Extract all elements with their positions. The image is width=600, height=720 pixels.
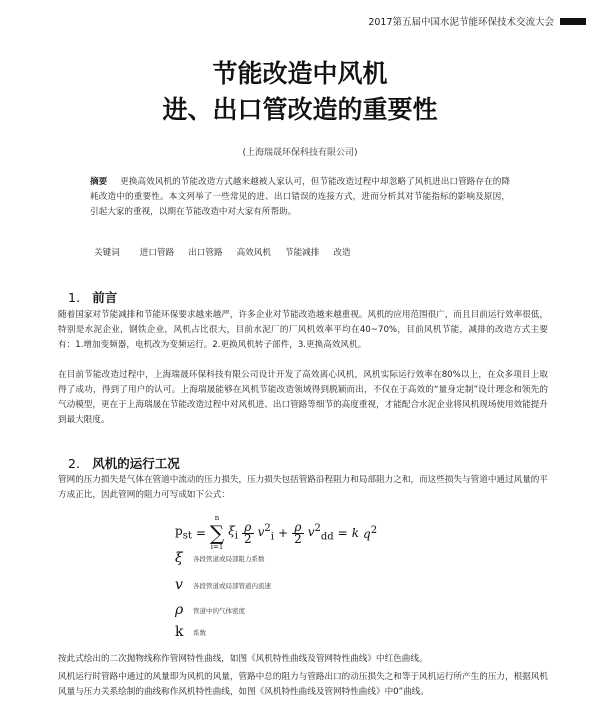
paragraph: 按此式绘出的二次抛物线称作管网特性曲线，如图《风机特性曲线及管网特性曲线》中红色曲线。 (58, 654, 428, 664)
v-sup: 2 (264, 523, 271, 535)
symbol-description: 管道中的气体密度 (193, 606, 245, 615)
symbol: v (175, 577, 183, 593)
organization: (上海瑞晟环保科技有限公司) (242, 148, 358, 158)
paper-title-line2: 进、出口管改造的重要性 (162, 95, 438, 124)
abstract-text: 更换高效风机的节能改造方式越来越被人家认可，但节能改造过程中却忽略了风机进出口管路存在的降耗改造中的重要性。本文列举了一些常见的进、出口错误的连接方式，进而分析其对节能指标的影响及原因，引起大家的重视，以期在节能改造中对大家有所帮助。 (90, 177, 510, 217)
xi-symbol: ξ (228, 524, 235, 539)
paragraph: 风机运行时管路中通过的风量即为风机的风量，管路中总的阻力与管路出口的动压损失之和等于风机运行所产生的压力，根据风机风量与压力关系绘制的曲线称作风机特性曲线，如图《风机特性曲线及管网特性曲线》中0”曲线。 (58, 672, 548, 697)
header-bar-decoration (560, 18, 586, 25)
q-symbol: q (363, 527, 371, 541)
k-symbol: k (351, 526, 360, 540)
rho-symbol: ρ (244, 519, 252, 534)
symbol-definition (175, 602, 245, 618)
formula-plus: + (278, 526, 289, 540)
formula-equals: = (337, 526, 348, 540)
v-sub: i (270, 531, 274, 543)
denominator: 2 (294, 531, 302, 546)
symbol: ξ (175, 550, 183, 566)
symbol-definition (175, 577, 271, 593)
sum-bottom: i=1 (210, 543, 224, 551)
keyword: 改造 (333, 248, 351, 258)
sum-symbol: ∑ (209, 521, 225, 545)
v-sup: 2 (314, 523, 321, 535)
symbol-definition (175, 624, 206, 640)
running-header (368, 14, 586, 28)
symbol-description: 各段管道或局部管道内流速 (193, 581, 271, 590)
denominator: 2 (244, 531, 252, 546)
rho-symbol: ρ (294, 519, 302, 534)
formula-equals: = (195, 526, 206, 540)
section-title: 前言 (92, 290, 118, 305)
symbol-definition (175, 550, 265, 566)
symbol-description: 系数 (193, 628, 206, 637)
keyword: 进口管路 (139, 248, 175, 258)
q-sup: 2 (370, 525, 378, 536)
symbol: ρ (175, 602, 184, 618)
keywords (94, 246, 514, 258)
keyword: 节能减排 (284, 248, 320, 258)
section-number: 1. (68, 290, 80, 305)
v-symbol: v (257, 525, 265, 540)
paper-title-line1: 节能改造中风机 (212, 59, 388, 88)
abstract (90, 175, 510, 220)
symbol: k (175, 624, 184, 640)
paragraph: 在目前节能改造过程中，上海瑞晟环保科技有限公司设计开发了高效离心风机，风机实际运行效率在80%以上，在众多项目上取得了成功，得到了用户的认可。上海瑞晟能够在风机节能改造领域得到脱颖而出，不仅在于高效的“量身定制”设计理念和领先的气动模型，更在于上海瑞晟在节能改造过程中对风机进、出口管路等细节的高度重视，才能配合水泥企业将风机现场使用效能提升到最大限度。 (58, 370, 548, 425)
formula-lhs: p (175, 524, 183, 539)
section-heading (68, 288, 117, 306)
section-number: 2. (68, 456, 80, 471)
paragraph: 管网的压力损失是气体在管道中流动的压力损失，压力损失包括管路沿程阻力和局部阻力之和，而这些损失与管道中通过风量的平方成正比，因此管网的阻力可写成如下公式： (58, 475, 548, 500)
section-heading (68, 454, 180, 472)
keyword: 出口管路 (188, 248, 223, 258)
v-symbol: v (307, 525, 315, 540)
section-title: 风机的运行工况 (92, 456, 180, 471)
xi-sub: i (234, 530, 238, 542)
v-sub: dd (320, 531, 334, 543)
keyword: 高效风机 (236, 248, 271, 258)
formula-lhs-sub: st (182, 530, 192, 542)
pressure-loss-formula (175, 514, 377, 552)
paragraph: 随着国家对节能减排和节能环保要求越来越严，许多企业对节能改造越来越重视。风机的应用范围很广，而且目前运行效率很低，特别是水泥企业，钢铁企业，风机占比很大，目前水泥厂的厂风机效率平均在40~70%，目前风机节能，减排的改造方式主要有：1.增加变频器，电机改为变频运行。2.更换风机转子部件，3.更换高效风机。 (58, 310, 548, 350)
symbol-description: 各段管道或局部阻力系数 (193, 554, 265, 563)
abstract-label: 摘要 (90, 177, 108, 187)
conference-name: 2017第五届中国水泥节能环保技术交流大会 (368, 17, 554, 28)
sum-top: n (214, 514, 220, 522)
keywords-label: 关键词 (94, 248, 120, 258)
